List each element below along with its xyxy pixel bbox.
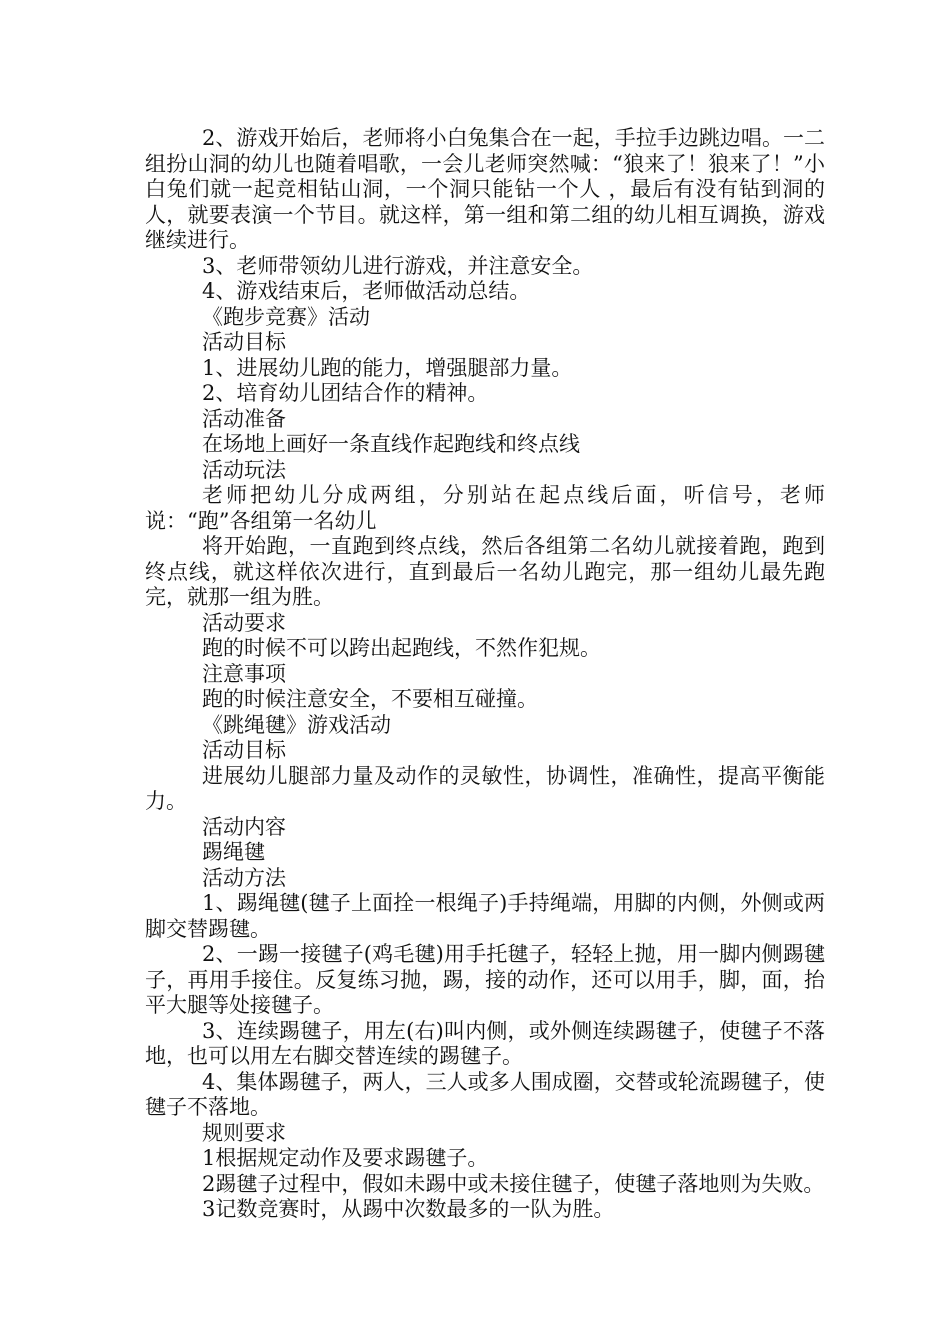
paragraph: 将开始跑，一直跑到终点线，然后各组第二名幼儿就接着跑，跑到终点线，就这样依次进行，直到最后一名幼儿跑完，那一组幼儿最先跑完，就那一组为胜。	[145, 534, 825, 609]
section-title-rope-shuttlecock: 《跳绳毽》游戏活动	[202, 712, 391, 737]
paragraph: 3、老师带领幼儿进行游戏，并注意安全。	[202, 253, 594, 278]
paragraph: 1、进展幼儿跑的能力，增强腿部力量。	[202, 355, 573, 380]
paragraph: 老师把幼儿分成两组，分别站在起点线后面，听信号，老师说：“跑”各组第一名幼儿	[145, 483, 825, 533]
paragraph: 跑的时候注意安全，不要相互碰撞。	[202, 687, 538, 711]
paragraph: 踢绳毽	[202, 840, 265, 864]
paragraph: 在场地上画好一条直线作起跑线和终点线	[202, 432, 580, 456]
paragraph: 3记数竞赛时，从踢中次数最多的一队为胜。	[202, 1197, 615, 1221]
heading-activity-play: 活动玩法	[202, 457, 286, 482]
paragraph: 3、连续踢毽子，用左(右)叫内侧，或外侧连续踢毽子，使毽子不落地，也可以用左右脚交替连续的踢毽子。	[145, 1018, 825, 1068]
paragraph: 4、游戏结束后，老师做活动总结。	[202, 279, 531, 303]
paragraph: 4、集体踢毽子，两人，三人或多人围成圈，交替或轮流踢毽子，使毽子不落地。	[145, 1069, 825, 1119]
heading-activity-goal: 活动目标	[202, 330, 286, 354]
paragraph: 2踢毽子过程中，假如未踢中或未接住毽子，使毽子落地则为失败。	[202, 1171, 825, 1196]
paragraph: 2、一踢一接毽子(鸡毛毽)用手托毽子，轻轻上抛，用一脚内侧踢毽子，再用手接住。反复练习抛，踢，接的动作，还可以用手，脚，面，抬平大腿等处接毽子。	[145, 942, 825, 1017]
heading-activity-goal: 活动目标	[202, 738, 286, 762]
heading-activity-requirements: 活动要求	[202, 610, 286, 635]
paragraph: 1根据规定动作及要求踢毽子。	[202, 1146, 489, 1170]
section-title-running-race: 《跑步竞赛》活动	[202, 304, 370, 329]
heading-notes: 注意事项	[202, 661, 286, 686]
heading-activity-content: 活动内容	[202, 814, 286, 839]
paragraph: 2、游戏开始后，老师将小白兔集合在一起，手拉手边跳边唱。一二组扮山洞的幼儿也随着唱歌，一会儿老师突然喊：“狼来了！狼来了！”小白兔们就一起竞相钻山洞，一个洞只能钻一个人 ，最后有没有钻到洞的人，就要表演一个节目。就这样，第一组和第二组的幼儿相互调换，游戏继续进行。	[145, 126, 825, 252]
heading-activity-method: 活动方法	[202, 865, 286, 890]
heading-rules: 规则要求	[202, 1120, 286, 1145]
paragraph: 2、培育幼儿团结合作的精神。	[202, 381, 489, 405]
heading-activity-preparation: 活动准备	[202, 406, 286, 431]
paragraph: 进展幼儿腿部力量及动作的灵敏性，协调性，准确性，提高平衡能力。	[145, 763, 825, 813]
document-body	[145, 126, 825, 1223]
paragraph: 1、踢绳毽(毽子上面拴一根绳子)手持绳端，用脚的内侧，外侧或两脚交替踢毽。	[145, 891, 825, 941]
paragraph: 跑的时候不可以跨出起跑线，不然作犯规。	[202, 636, 601, 660]
